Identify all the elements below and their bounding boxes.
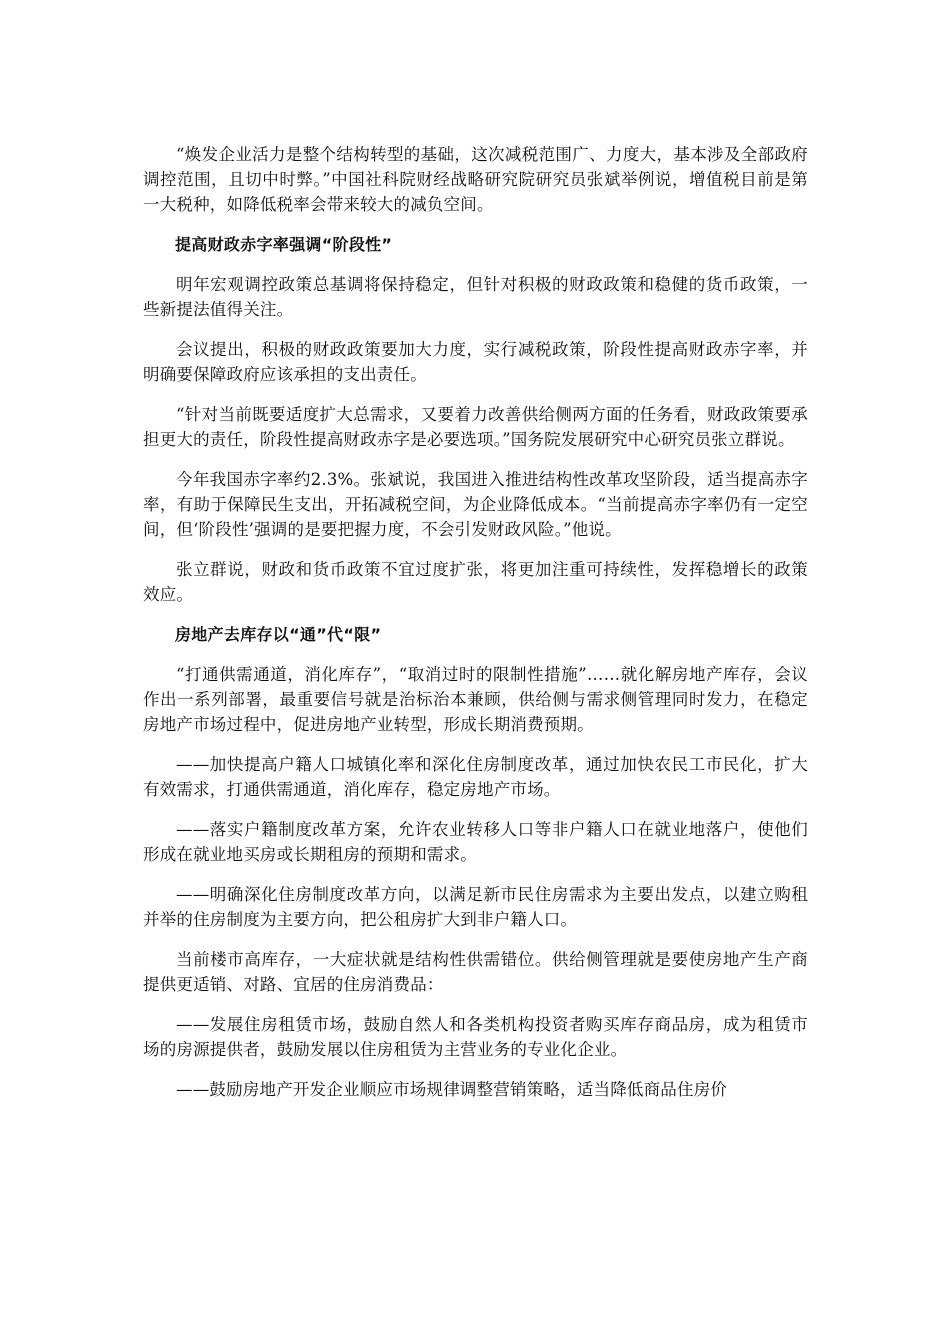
paragraph: “针对当前既要适度扩大总需求，又要着力改善供给侧两方面的任务看，财政政策要承担更大的责任，阶段性提高财政赤字是必要选项。”国务院发展研究中心研究员张立群说。	[143, 405, 808, 449]
paragraph: “打通供需通道，消化库存”，“取消过时的限制性措施”……就化解房地产库存，会议作出一系列部署，最重要信号就是治标治本兼顾，供给侧与需求侧管理同时发力，在稳定房地产市场过程中，促进房地产业转型，形成长期消费预期。	[143, 665, 808, 734]
paragraph: 会议提出，积极的财政政策要加大力度，实行减税政策，阶段性提高财政赤字率，并明确要保障政府应该承担的支出责任。	[143, 340, 808, 384]
section-heading: 提高财政赤字率强调“阶段性”	[175, 235, 393, 254]
list-item: ——鼓励房地产开发企业顺应市场规律调整营销策略，适当降低商品住房价	[176, 1080, 728, 1099]
list-item: ——加快提高户籍人口城镇化率和深化住房制度改革，通过加快农民工市民化，扩大有效需求，打通供需通道，消化库存，稳定房地产市场。	[143, 755, 808, 799]
paragraph: 当前楼市高库存，一大症状就是结构性供需错位。供给侧管理就是要使房地产生产商提供更适销、对路、宜居的住房消费品：	[143, 950, 808, 994]
paragraph: 张立群说，财政和货币政策不宜过度扩张，将更加注重可持续性，发挥稳增长的政策效应。	[143, 560, 808, 604]
section-heading: 房地产去库存以“通”代“限”	[175, 625, 382, 644]
list-item: ——明确深化住房制度改革方向，以满足新市民住房需求为主要出发点，以建立购租并举的住房制度为主要方向，把公租房扩大到非户籍人口。	[143, 885, 808, 929]
list-item: ——落实户籍制度改革方案，允许农业转移人口等非户籍人口在就业地落户，使他们形成在就业地买房或长期租房的预期和需求。	[143, 820, 808, 864]
document-page	[143, 142, 808, 1117]
paragraph: 今年我国赤字率约2.3%。张斌说，我国进入推进结构性改革攻坚阶段，适当提高赤字率，有助于保障民生支出，开拓减税空间，为企业降低成本。“当前提高赤字率仍有一定空间，但‘阶段性’强调的是要把握力度，不会引发财政风险。”他说。	[143, 470, 808, 539]
paragraph: “焕发企业活力是整个结构转型的基础，这次减税范围广、力度大，基本涉及全部政府调控范围，且切中时弊。”中国社科院财经战略研究院研究员张斌举例说，增值税目前是第一大税种，如降低税率会带来较大的减负空间。	[143, 145, 808, 214]
list-item: ——发展住房租赁市场，鼓励自然人和各类机构投资者购买库存商品房，成为租赁市场的房源提供者，鼓励发展以住房租赁为主营业务的专业化企业。	[143, 1015, 808, 1059]
paragraph: 明年宏观调控政策总基调将保持稳定，但针对积极的财政政策和稳健的货币政策，一些新提法值得关注。	[143, 275, 808, 319]
